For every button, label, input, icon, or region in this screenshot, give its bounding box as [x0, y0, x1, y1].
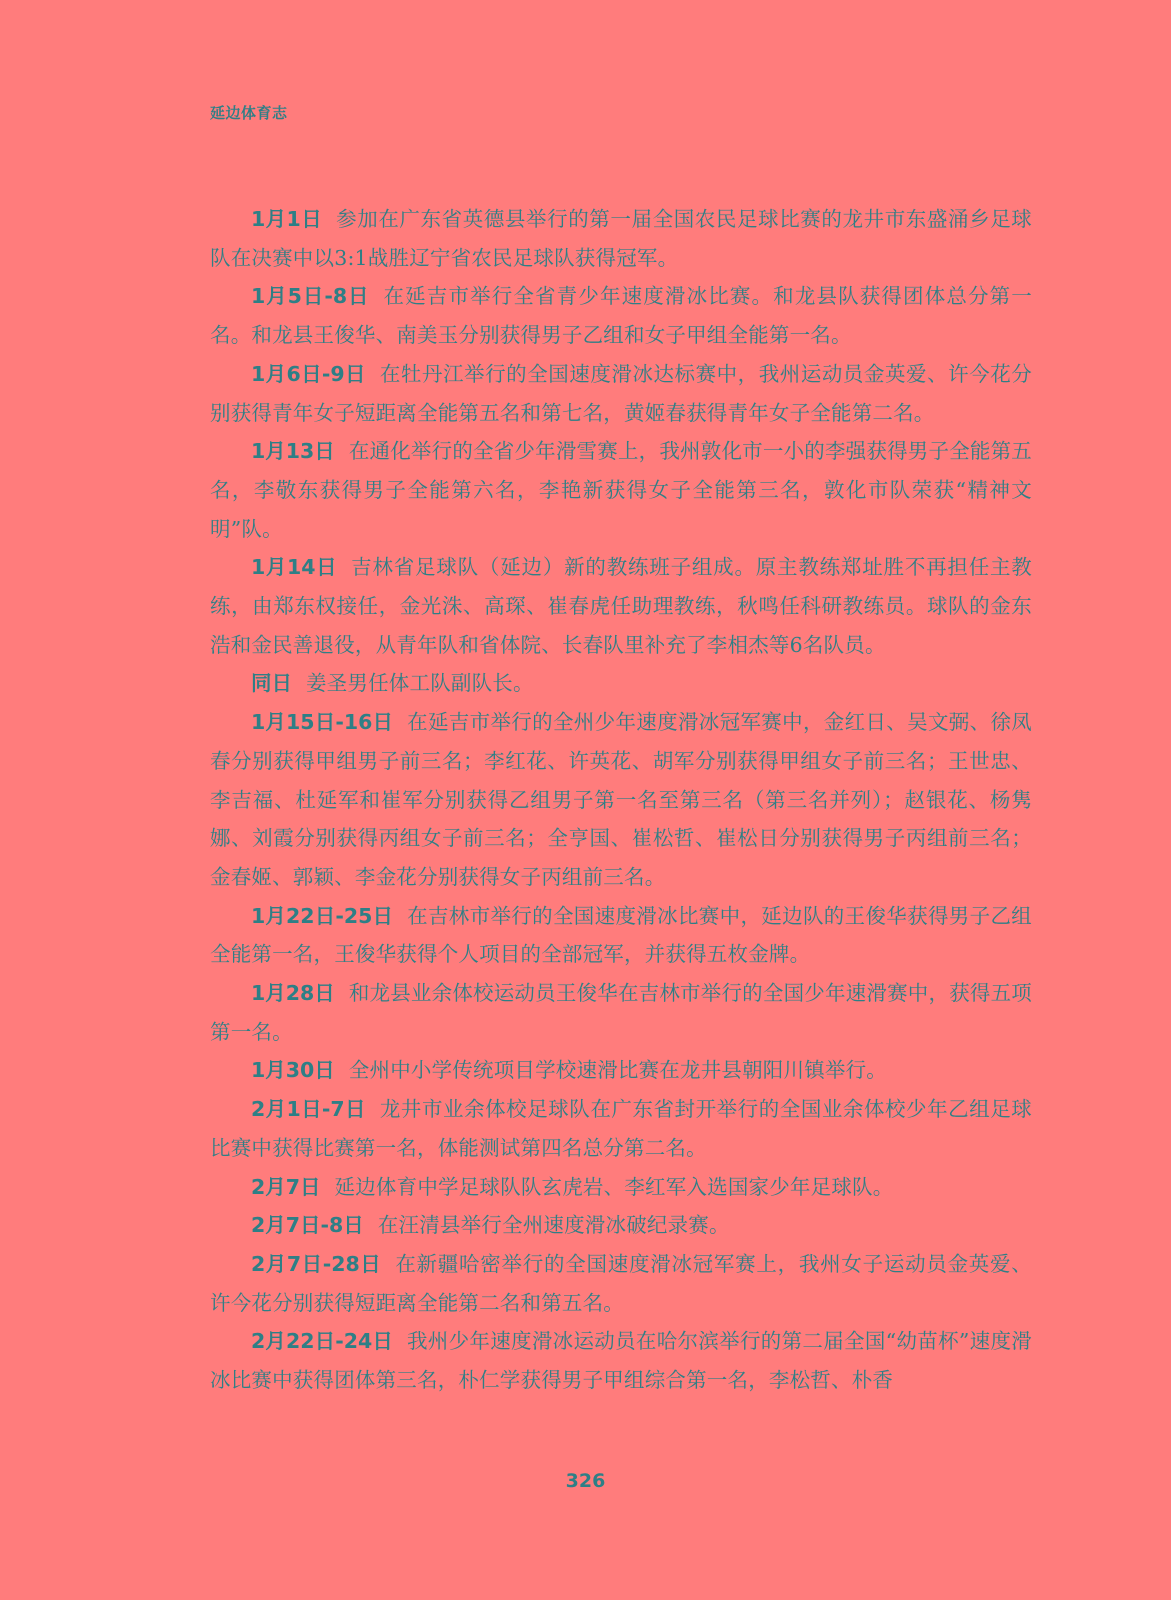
entry-date: 1月14日 [251, 555, 338, 580]
chronicle-entry [210, 548, 1032, 664]
entry-text: 在汪清县举行全州速度滑冰破纪录赛。 [377, 1213, 730, 1238]
chronicle-entry [210, 200, 1032, 277]
entry-date: 1月1日 [251, 207, 323, 231]
entry-text: 在延吉市举行的全州少年速度滑冰冠军赛中，金红日、吴文弼、徐凤春分别获得甲组男子前三名；李红花、许英花、胡军分别获得甲组女子前三名；王世忠、李吉福、杜延军和崔军分别获得乙组男子第一名至第三名（第三名并列）；赵银花、杨隽娜、刘霞分别获得丙组女子前三名；全亨国、崔松哲、崔松日分别获得男子丙组前三名；金春姬、郭颖、李金花分别获得女子丙组前三名。 [210, 710, 1033, 889]
entry-date: 1月15日-16日 [251, 710, 394, 735]
chronicle-entry [210, 1206, 1032, 1245]
entry-text: 和龙县业余体校运动员王俊华在吉林市举行的全国少年速滑赛中，获得五项第一名。 [210, 981, 1032, 1044]
chronicle-entry [210, 1168, 1032, 1207]
entry-text: 姜圣男任体工队副队长。 [306, 671, 534, 696]
chronicle-entry [210, 1322, 1032, 1399]
chronicle-entry [210, 897, 1032, 974]
chronicle-entry [210, 974, 1032, 1051]
entry-text: 参加在广东省英德县举行的第一届全国农民足球比赛的龙井市东盛涌乡足球队在决赛中以3:1战胜辽宁省农民足球队获得冠军。 [210, 207, 1032, 270]
entry-date: 2月7日-28日 [251, 1251, 382, 1276]
entry-text: 在牡丹江举行的全国速度滑冰达标赛中，我州运动员金英爱、许今花分别获得青年女子短距离全能第五名和第七名，黄姬春获得青年女子全能第二名。 [210, 361, 1032, 425]
entry-text: 在新疆哈密举行的全国速度滑冰冠军赛上，我州女子运动员金英爱、许今花分别获得短距离全能第二名和第五名。 [210, 1251, 1032, 1315]
chronicle-entry [210, 664, 1032, 703]
chronicle-entry [210, 432, 1032, 548]
chronicle-entry [210, 703, 1032, 897]
entry-text: 在吉林市举行的全国速度滑冰比赛中，延边队的王俊华获得男子乙组全能第一名，王俊华获得个人项目的全部冠军，并获得五枚金牌。 [210, 903, 1033, 967]
chronicle-entry [210, 1051, 1032, 1090]
page-number: 326 [565, 1470, 606, 1492]
entry-text: 全州中小学传统项目学校速滑比赛在龙井县朝阳川镇举行。 [348, 1058, 887, 1083]
entry-date: 同日 [251, 671, 292, 696]
entry-date: 2月7日 [251, 1174, 321, 1199]
chronicle-entry [210, 1090, 1032, 1167]
entry-date: 2月22日-24日 [251, 1329, 393, 1354]
chronicle-entry [210, 277, 1032, 354]
entry-date: 2月1日-7日 [251, 1097, 366, 1122]
running-title: 延边体育志 [210, 104, 288, 122]
entry-text: 在通化举行的全省少年滑雪赛上，我州敦化市一小的李强获得男子全能第五名，李敬东获得男子全能第六名，李艳新获得女子全能第三名，敦化市队荣获“精神文明”队。 [210, 439, 1032, 541]
entry-text: 延边体育中学足球队队玄虎岩、李红军入选国家少年足球队。 [334, 1174, 894, 1199]
entry-text: 龙井市业余体校足球队在广东省封开举行的全国业余体校少年乙组足球比赛中获得比赛第一名，体能测试第四名总分第二名。 [210, 1097, 1032, 1160]
entry-date: 1月5日-8日 [251, 284, 370, 309]
entry-text: 我州少年速度滑冰运动员在哈尔滨举行的第二届全国“幼苗杯”速度滑冰比赛中获得团体第三名，朴仁学获得男子甲组综合第一名，李松哲、朴香 [210, 1329, 1032, 1393]
entry-text: 吉林省足球队（延边）新的教练班子组成。原主教练郑址胜不再担任主教练，由郑东权接任，金光洙、高琛、崔春虎任助理教练，秋鸣任科研教练员。球队的金东浩和金民善退役，从青年队和省体院、长春队里补充了李相杰等6名队员。 [210, 555, 1032, 657]
entry-date: 2月7日-8日 [251, 1213, 364, 1238]
entry-text: 在延吉市举行全省青少年速度滑冰比赛。和龙县队获得团体总分第一名。和龙县王俊华、南美玉分别获得男子乙组和女子甲组全能第一名。 [210, 284, 1032, 348]
entry-date: 1月28日 [251, 981, 335, 1006]
entry-date: 1月30日 [251, 1058, 335, 1083]
chronicle-entries [210, 200, 1032, 1400]
entry-date: 1月13日 [251, 439, 335, 464]
entry-date: 1月22日-25日 [251, 903, 394, 928]
chronicle-entry [210, 1245, 1032, 1322]
chronicle-entry [210, 355, 1032, 432]
entry-date: 1月6日-9日 [251, 361, 366, 386]
